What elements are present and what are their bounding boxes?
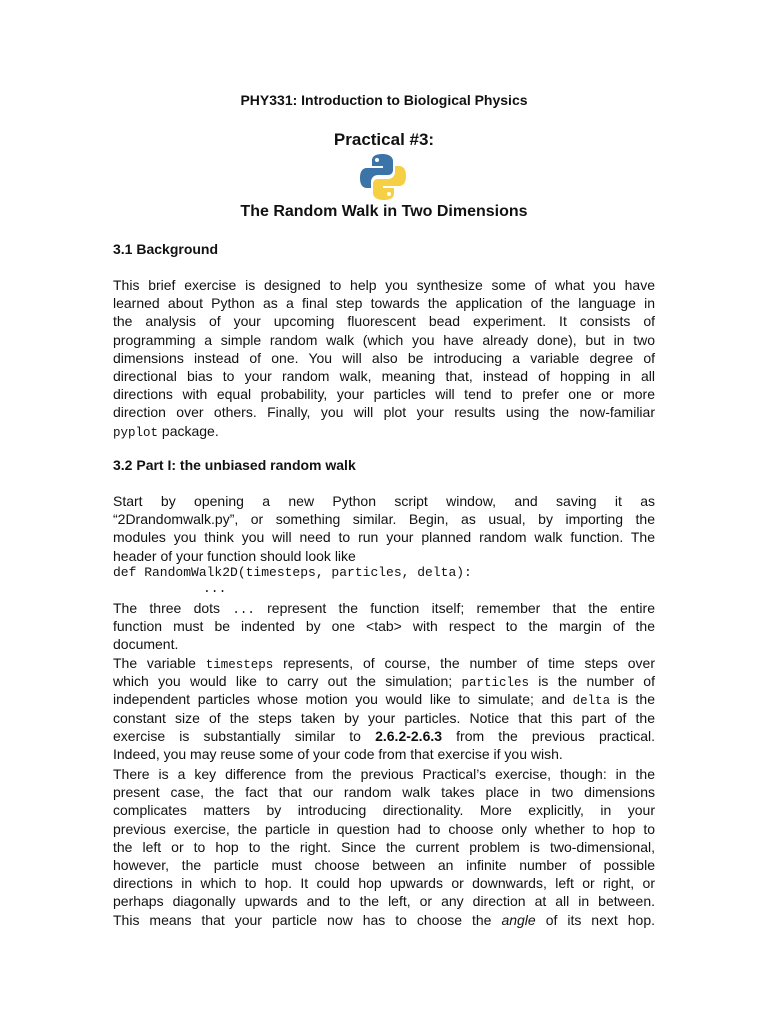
text-fragment: is the xyxy=(610,691,655,708)
text-line: directions with equal probability, your particles will tend to prefer one or more xyxy=(113,386,655,403)
text-line: Indeed, you may reuse some of your code from that exercise if you wish. xyxy=(113,745,563,762)
text-line xyxy=(113,690,655,708)
text-line: This brief exercise is designed to help you synthesize some of what you have xyxy=(113,277,655,293)
text-line: complicates matters by introducing directionality. More explicitly, in your xyxy=(113,802,655,819)
document-title: The Random Walk in Two Dimensions xyxy=(240,203,528,220)
text-line xyxy=(113,911,655,929)
text-line: the analysis of your upcoming fluorescent bead experiment. It consists of xyxy=(113,313,655,330)
text-fragment: represents, of course, the number of time steps over xyxy=(273,655,655,671)
text-fragment: This means that your particle now has to choose the xyxy=(113,911,502,928)
text-line: constant size of the steps taken by your particles. Notice that this part of the xyxy=(113,709,655,726)
text-fragment: The variable xyxy=(113,655,206,671)
text-line: modules you think you will need to run your planned random walk function. The xyxy=(113,529,655,546)
text-line xyxy=(113,422,655,440)
text-line: directional bias to your random walk, meaning that, instead of hopping in all xyxy=(113,367,655,384)
text-line: There is a key difference from the previous Practical’s exercise, though: in the xyxy=(113,766,655,782)
code-function-header: def RandomWalk2D(timesteps, particles, delta): xyxy=(113,565,472,580)
section-heading-background: 3.1 Background xyxy=(113,241,219,257)
text-line: programming a simple random walk (which you have already done), but in two xyxy=(113,331,655,348)
text-fragment: exercise is substantially similar to xyxy=(113,727,376,744)
inline-code: delta xyxy=(572,694,611,709)
text-line: directions in which to hop. It could hop upwards or downwards, left or right, or xyxy=(113,875,655,892)
paragraph-variables xyxy=(113,654,655,763)
course-title: PHY331: Introduction to Biological Physics xyxy=(240,92,528,108)
text-line: direction over others. Finally, you will plot your results using the now-familiar xyxy=(113,404,655,421)
text-line xyxy=(113,672,655,690)
inline-code: pyplot xyxy=(113,425,159,440)
section-heading-part1: 3.2 Part I: the unbiased random walk xyxy=(113,457,356,473)
text-line: Start by opening a new Python script window, and saving it as xyxy=(113,493,655,509)
text-fragment: which you would like to carry out the simulation; xyxy=(113,673,462,690)
text-line: previous exercise, the particle in question had to choose only whether to hop to xyxy=(113,820,655,837)
text-line: learned about Python as a final step towards the application of the language in xyxy=(113,295,655,312)
text-line: perhaps diagonally upwards and to the left, or any direction at all in between. xyxy=(113,893,655,910)
text-fragment: package. xyxy=(158,422,219,439)
python-logo-icon xyxy=(358,152,408,202)
paragraph-difference xyxy=(113,765,655,929)
text-line xyxy=(113,727,655,745)
text-line: however, the particle must choose between an infinite number of possible xyxy=(113,856,655,873)
text-fragment: from the previous practical. xyxy=(442,727,655,744)
text-line: present case, the fact that our random walk takes place in two dimensions xyxy=(113,784,655,801)
text-line: “2Drandomwalk.py”, or something similar. Begin, as usual, by importing the xyxy=(113,511,655,528)
inline-code: timesteps xyxy=(205,658,274,672)
italic-word: angle xyxy=(501,911,536,928)
bold-reference: 2.6.2-2.6.3 xyxy=(375,727,443,744)
text-line xyxy=(113,599,655,617)
paragraph-background xyxy=(113,276,655,440)
text-line: header of your function should look like xyxy=(113,547,356,564)
paragraph-intro xyxy=(113,492,655,565)
text-fragment: of its next hop. xyxy=(535,911,655,928)
inline-code: ... xyxy=(232,603,255,617)
text-line: dimensions instead of one. You will also be introducing a variable degree of xyxy=(113,349,655,366)
inline-code: particles xyxy=(461,676,529,691)
text-fragment: independent particles whose motion you would like to simulate; and xyxy=(113,691,573,708)
text-line: the left or to hop to the right. Since the current problem is two-dimensional, xyxy=(113,838,655,855)
text-fragment: represent the function itself; remember that the entire xyxy=(254,600,655,616)
practical-title: Practical #3: xyxy=(333,130,435,149)
text-line: function must be indented by one <tab> with respect to the margin of the xyxy=(113,618,655,635)
text-fragment: The three dots xyxy=(113,600,233,616)
text-line xyxy=(113,654,655,672)
text-line: document. xyxy=(113,636,179,653)
code-ellipsis: ... xyxy=(203,581,227,596)
text-fragment: is the number of xyxy=(528,673,655,690)
paragraph-dots xyxy=(113,599,655,654)
